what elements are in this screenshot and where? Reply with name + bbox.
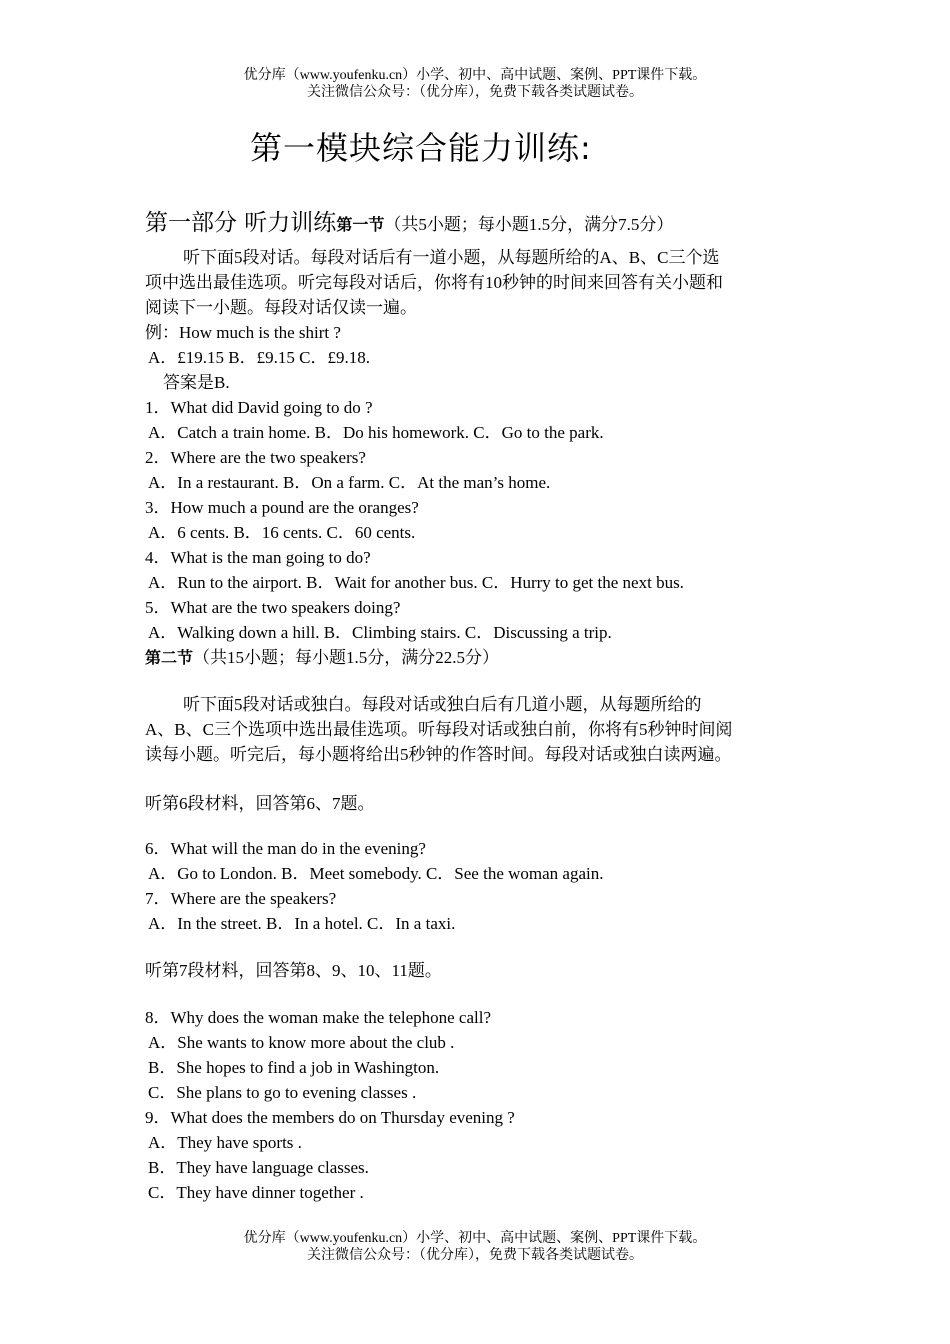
section2-instruction-2: A、B、C三个选项中选出最佳选项。听每段对话或独白前，你将有5秒钟时间阅: [145, 720, 733, 739]
instruction-line-1: 听下面5段对话。每段对话后有一道小题，从每题所给的A、B、C三个选: [183, 248, 720, 267]
question-7-options: A．In the street. B．In a hotel. C．In a taxi.: [148, 914, 456, 933]
question-6: 6．What will the man do in the evening?: [145, 839, 426, 858]
part1-heading: 第一部分 听力训练: [145, 210, 337, 236]
question-5-options: A．Walking down a hill. B．Climbing stairs. C．Discussing a trip.: [148, 623, 612, 642]
question-1-options: A．Catch a train home. B．Do his homework. C．Go to the park.: [148, 423, 604, 442]
section2-info: （共15小题；每小题1.5分，满分22.5分）: [193, 648, 500, 667]
example-answer: 答案是B.: [163, 373, 230, 392]
section2-instruction-3: 读每小题。听完后，每小题将给出5秒钟的作答时间。每段对话或独白读两遍。: [145, 745, 732, 764]
section1-info: （共5小题；每小题1.5分，满分7.5分）: [384, 215, 674, 234]
example-options: A．£19.15 B．£9.15 C．£9.18.: [148, 348, 370, 367]
example-question: 例：How much is the shirt ?: [145, 323, 341, 342]
question-4: 4．What is the man going to do?: [145, 548, 371, 567]
section2-label: 第二节: [145, 650, 194, 667]
page-footer: [0, 1230, 950, 1264]
footer-line-1: 优分库（www.youfenku.cn）小学、初中、高中试题、案例、PPT课件下载。: [243, 1231, 707, 1246]
question-9-option-b: B．They have language classes.: [148, 1158, 369, 1177]
header-line-2: 关注微信公众号：（优分库），免费下载各类试题试卷。: [307, 85, 643, 100]
question-5: 5．What are the two speakers doing?: [145, 598, 401, 617]
question-8-option-c: C．She plans to go to evening classes .: [148, 1083, 417, 1102]
page-header: [0, 67, 950, 101]
question-9-option-c: C．They have dinner together .: [148, 1183, 364, 1202]
question-7: 7．Where are the speakers?: [145, 889, 337, 908]
question-1: 1．What did David going to do ?: [145, 398, 373, 417]
header-line-1: 优分库（www.youfenku.cn）小学、初中、高中试题、案例、PPT课件下载。: [243, 68, 707, 83]
question-2: 2．Where are the two speakers?: [145, 448, 366, 467]
section2-heading-line: [145, 645, 499, 671]
question-6-options: A．Go to London. B．Meet somebody. C．See the woman again.: [148, 864, 604, 883]
question-3-options: A．6 cents. B．16 cents. C．60 cents.: [148, 523, 416, 542]
question-8: 8．Why does the woman make the telephone call?: [145, 1008, 492, 1027]
question-8-option-b: B．She hopes to find a job in Washington.: [148, 1058, 440, 1077]
question-8-option-a: A．She wants to know more about the club .: [148, 1033, 455, 1052]
page-title: 第一模块综合能力训练:: [250, 129, 592, 167]
question-4-options: A．Run to the airport. B．Wait for another bus. C．Hurry to get the next bus.: [148, 573, 684, 592]
footer-line-2: 关注微信公众号：（优分库），免费下载各类试题试卷。: [307, 1248, 643, 1263]
instruction-line-3: 阅读下一小题。每段对话仅读一遍。: [145, 298, 417, 317]
material-7-note: 听第7段材料，回答第8、9、10、11题。: [145, 961, 442, 980]
instruction-line-2: 项中选出最佳选项。听完每段对话后，你将有10秒钟的时间来回答有关小题和: [145, 273, 723, 292]
material-6-note: 听第6段材料，回答第6、7题。: [145, 794, 375, 813]
question-2-options: A．In a restaurant. B．On a farm. C．At the man’s home.: [148, 473, 551, 492]
question-9-option-a: A．They have sports .: [148, 1133, 302, 1152]
question-3: 3．How much a pound are the oranges?: [145, 498, 419, 517]
section2-instruction-1: 听下面5段对话或独白。每段对话或独白后有几道小题，从每题所给的: [183, 695, 702, 714]
section1-label: 第一节: [336, 217, 385, 234]
question-9: 9．What does the members do on Thursday evening ?: [145, 1108, 515, 1127]
part1-heading-line: [145, 208, 673, 241]
